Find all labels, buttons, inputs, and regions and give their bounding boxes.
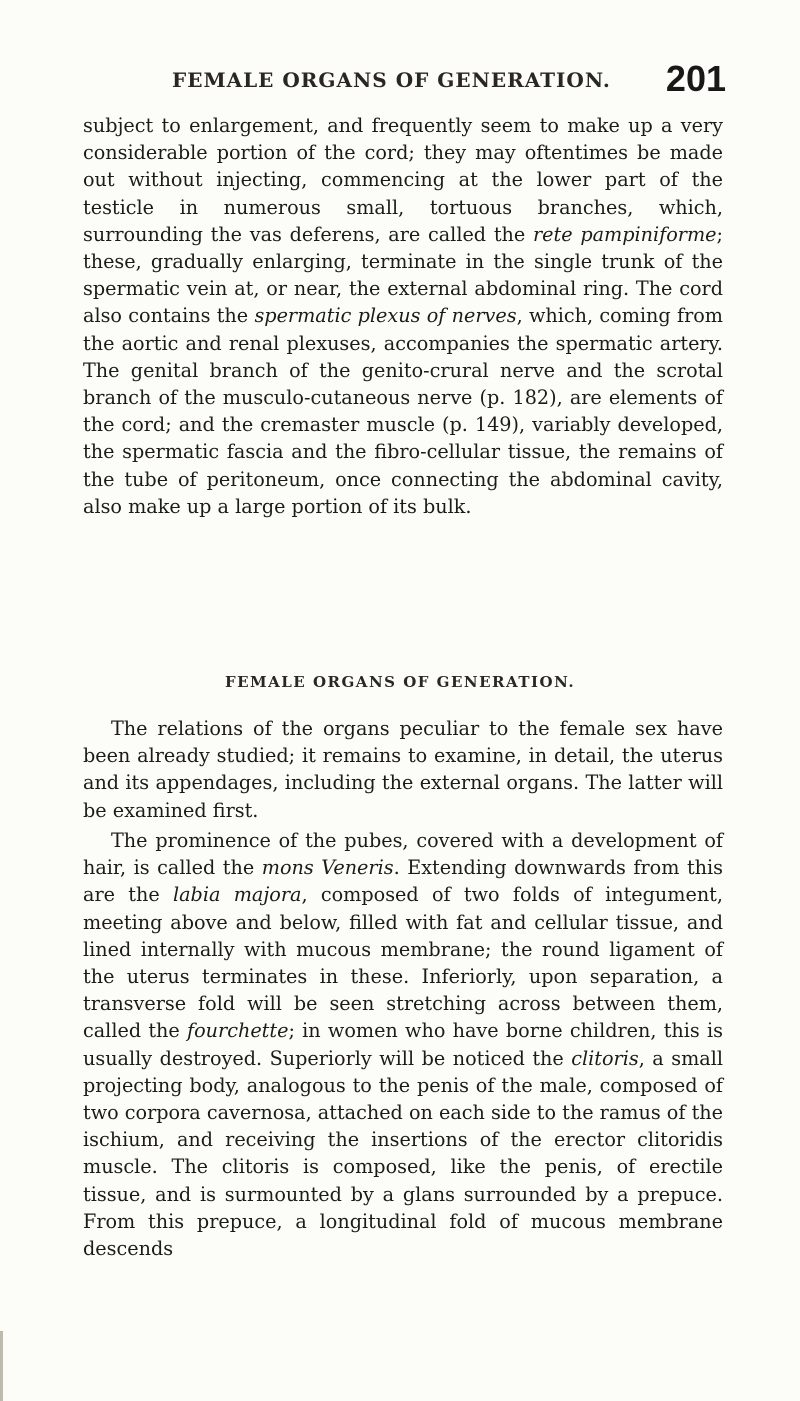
running-title: FEMALE ORGANS OF GENERATION.	[172, 68, 611, 92]
term-spermatic-plexus: spermatic plexus of nerves	[254, 304, 517, 328]
text-run: subject to enlargement, and frequently seem to make up a very considerable portion of the cord; they may oftentimes be made out without injecting, commencing at the lower part of the testicle in numerous small, tortuous branches, which, surrounding the vas deferens, are called the	[83, 114, 723, 246]
term-fourchette: fourchette	[187, 1019, 289, 1043]
running-head	[80, 58, 726, 102]
text-run: . Extending downwards from this are the	[83, 856, 723, 907]
text-run: , a small projecting body, analogous to the penis of the male, composed of two corpora cavernosa, attached on each side to the ramus of the ischium, and receiving the insertions of the erector clitoridis muscle. The clitoris is composed, like the penis, of erectile tissue, and is surmounted by a glans surrounded by a prepuce. From this prepuce, a longitudinal fold of mucous membrane descends	[83, 1046, 723, 1261]
paragraph-external-organs	[83, 827, 723, 1262]
text-run: The prominence of the pubes, covered with a development of hair, is called the	[83, 829, 723, 880]
term-rete-pampiniforme: rete pampiniforme	[533, 222, 717, 246]
paragraph-introduction: The relations of the organs peculiar to the female sex have been already studied; it remains to examine, in detail, the uterus and its appendages, including the external organs. The latter will be examined first.	[83, 717, 723, 822]
text-run: , composed of two folds of integument, meeting above and below, filled with fat and cellular tissue, and lined internally with mucous membrane; the round ligament of the uterus terminates in these. Inferiorly, upon separation, a transverse fold will be seen stretching across between them, called the	[83, 883, 723, 1043]
text-run: , which, coming from the aortic and renal plexuses, accompanies the spermatic artery. The genital branch of the genito-crural nerve and the scrotal branch of the musculo-cutaneous nerve (p. 182), are elements of the cord; and the cremaster muscle (p. 149), variably developed, the spermatic fascia and the fibro-cellular tissue, the remains of the tube of peritoneum, once connecting the abdominal cavity, also make up a large portion of its bulk.	[83, 304, 723, 518]
text-run: ; these, gradually enlarging, terminate in the single trunk of the spermatic vein at, or near, the external abdominal ring. The cord also contains the	[83, 222, 724, 328]
section-heading: FEMALE ORGANS OF GENERATION.	[224, 673, 576, 691]
term-mons-veneris: mons Veneris	[261, 856, 394, 880]
page-edge-mark	[0, 1331, 3, 1401]
term-clitoris: clitoris	[571, 1046, 639, 1070]
page-number: 201	[665, 58, 726, 99]
term-labia-majora: labia majora	[172, 883, 302, 907]
paragraph-spermatic-cord	[83, 112, 723, 520]
text-run: ; in women who have borne children, this is usually destroyed. Superiorly will be noticed the	[83, 1019, 724, 1070]
